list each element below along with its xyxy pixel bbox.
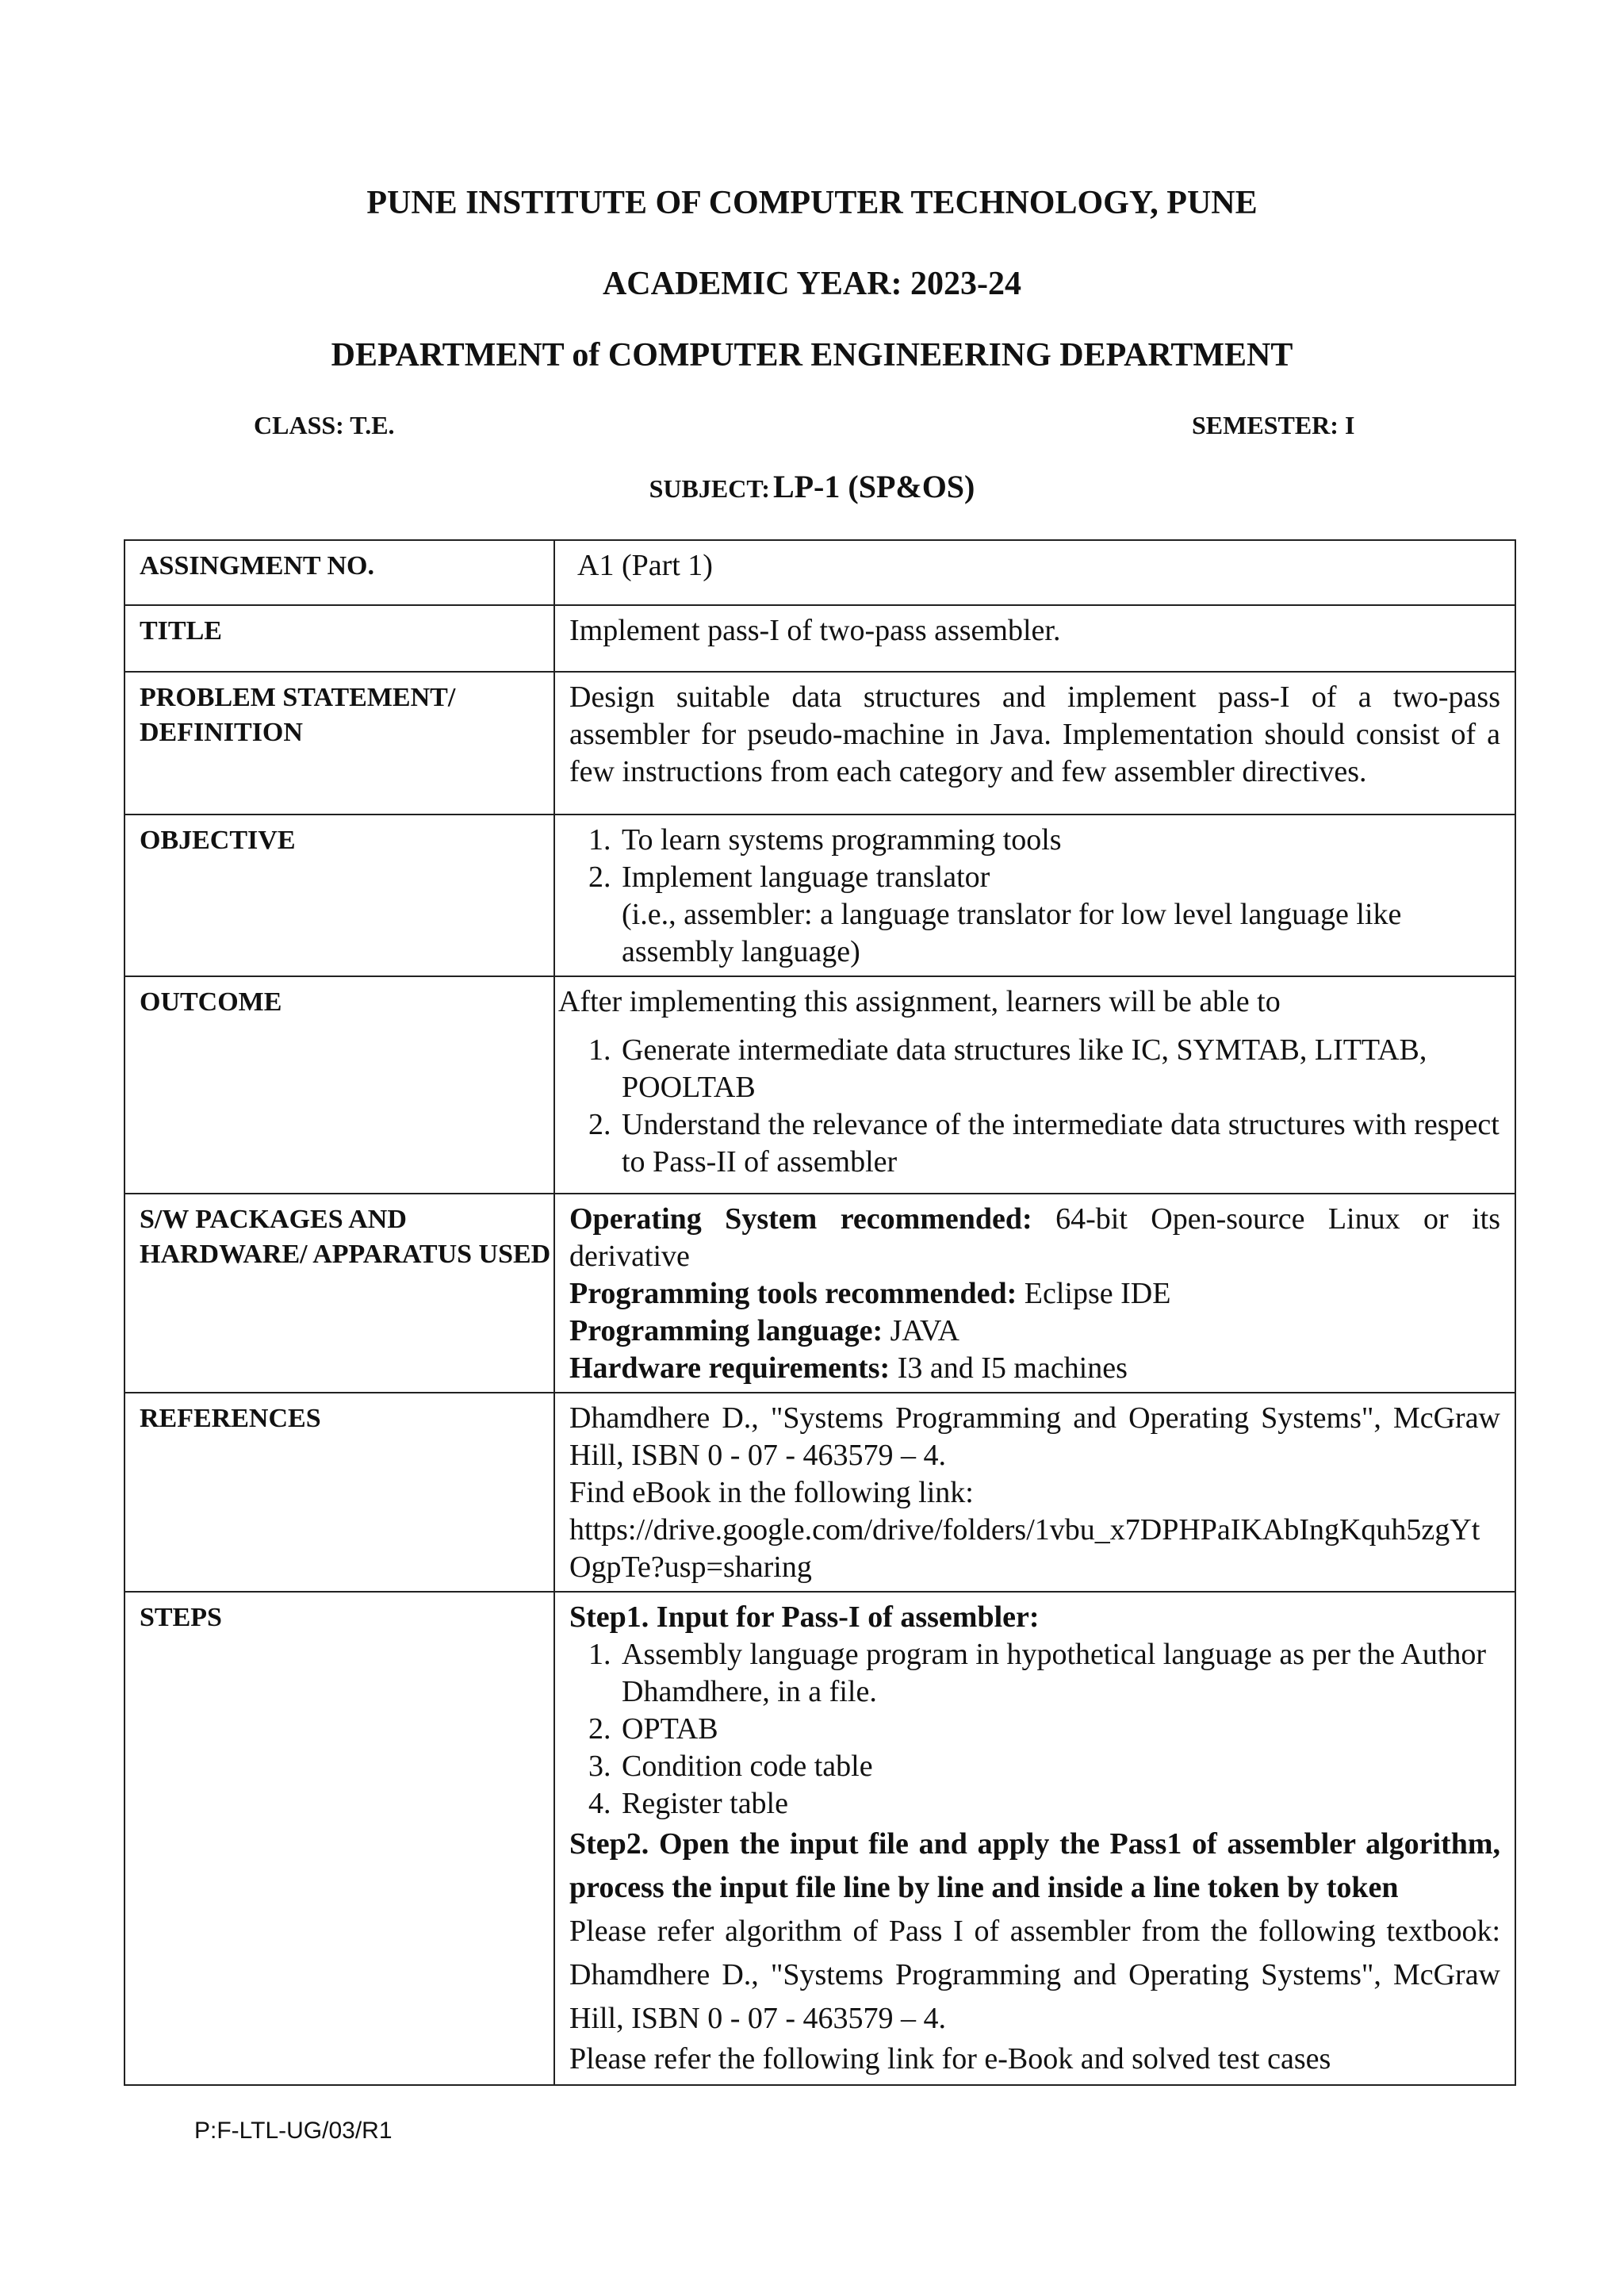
subject-label: SUBJECT: <box>649 474 770 503</box>
step2-text: Please refer algorithm of Pass I of assembler from the following textbook: Dhamdhere D., "Systems Programming and Operating Systems", McGraw Hill, ISBN 0 - 07 - 463579 – 4. <box>569 1915 1500 2035</box>
assignment-no-text: A1 (Part 1) <box>577 549 713 582</box>
outcome-list <box>558 1032 1500 1181</box>
row-assignment-no <box>124 540 1515 605</box>
lang-label: Programming language: <box>569 1314 883 1347</box>
problem-label: PROBLEM STATEMENT/ DEFINITION <box>124 672 554 815</box>
os-value: 64-bit Open-source Linux or its derivative <box>569 1202 1501 1273</box>
packages-value <box>554 1194 1515 1393</box>
tools-value: Eclipse IDE <box>1017 1277 1171 1310</box>
outcome-intro: After implementing this assignment, learners will be able to <box>558 985 1281 1018</box>
references-value <box>554 1393 1515 1592</box>
objective-item: 1. To learn systems programming tools <box>619 822 1500 859</box>
department-heading: DEPARTMENT of COMPUTER ENGINEERING DEPARTMENT <box>331 337 1293 374</box>
hw-line <box>569 1350 1500 1387</box>
objective-item-text: Implement language translator <box>622 861 990 894</box>
os-label: Operating System recommended: <box>569 1202 1032 1236</box>
semester-label: SEMESTER: I <box>1192 411 1355 439</box>
tools-line <box>569 1275 1500 1313</box>
subject-value: LP-1 (SP&OS) <box>772 469 975 504</box>
references-label: REFERENCES <box>124 1393 554 1592</box>
packages-label: S/W PACKAGES AND HARDWARE/ APPARATUS USED <box>124 1194 554 1393</box>
institute-heading: PUNE INSTITUTE OF COMPUTER TECHNOLOGY, PUNE <box>366 185 1258 221</box>
hw-value: I3 and I5 machines <box>890 1351 1128 1385</box>
row-title <box>124 605 1515 672</box>
step2-title: Step2. Open the input file and apply the Pass1 of assembler algorithm, process the input file line by line and inside a line token by token <box>569 1827 1500 1904</box>
lang-line <box>569 1313 1500 1350</box>
lang-value: JAVA <box>883 1314 959 1347</box>
step1-item: 4. Register table <box>619 1785 1500 1823</box>
row-references <box>124 1393 1515 1592</box>
reference-book: Dhamdhere D., "Systems Programming and Operating Systems", McGraw Hill, ISBN 0 - 07 - 463579 – 4. <box>569 1401 1500 1472</box>
class-label: CLASS: T.E. <box>254 411 395 439</box>
os-line <box>569 1201 1500 1275</box>
outcome-label: OUTCOME <box>124 976 554 1194</box>
step1-item: 1. Assembly language program in hypothetical language as per the Author Dhamdhere, in a file. <box>619 1636 1500 1711</box>
objective-label: OBJECTIVE <box>124 815 554 976</box>
objective-note: (i.e., assembler: a language translator for low level language like assembly language) <box>622 898 1402 968</box>
problem-value: Design suitable data structures and implement pass-I of a two-pass assembler for pseudo-machine in Java. Implementation should consist of a few instructions from each category and few assembler directives. <box>554 672 1515 815</box>
step1-item: 3. Condition code table <box>619 1748 1500 1785</box>
step2-link-text: Please refer the following link for e-Book and solved test cases <box>569 2042 1331 2076</box>
row-outcome <box>124 976 1515 1194</box>
step1-title: Step1. Input for Pass-I of assembler: <box>569 1600 1040 1634</box>
steps-label: STEPS <box>124 1592 554 2085</box>
step1-list <box>569 1636 1500 1823</box>
hw-label: Hardware requirements: <box>569 1351 891 1385</box>
objective-list <box>569 822 1500 971</box>
assignment-no-label: ASSINGMENT NO. <box>124 540 554 605</box>
tools-label: Programming tools recommended: <box>569 1277 1017 1310</box>
row-steps <box>124 1592 1515 2085</box>
footer-code: P:F-LTL-UG/03/R1 <box>194 2118 393 2144</box>
row-objective <box>124 815 1515 976</box>
outcome-item: 1. Generate intermediate data structures like IC, SYMTAB, LITTAB, POOLTAB <box>619 1032 1500 1106</box>
title-label: TITLE <box>124 605 554 672</box>
step1-item: 2. OPTAB <box>619 1711 1500 1748</box>
row-packages <box>124 1194 1515 1393</box>
row-problem <box>124 672 1515 815</box>
subject-line <box>0 468 1624 505</box>
outcome-value <box>554 976 1515 1194</box>
objective-item <box>619 859 1500 971</box>
steps-value <box>554 1592 1515 2085</box>
reference-link[interactable]: https://drive.google.com/drive/folders/1vbu_x7DPHPaIKAbIngKquh5zgYtOgpTe?usp=sharing <box>569 1513 1480 1584</box>
assignment-table <box>124 539 1516 2086</box>
reference-find: Find eBook in the following link: <box>569 1476 974 1509</box>
assignment-no-value <box>554 540 1515 605</box>
title-value: Implement pass-I of two-pass assembler. <box>554 605 1515 672</box>
outcome-item: 2. Understand the relevance of the intermediate data structures with respect to Pass-II of assembler <box>619 1106 1500 1181</box>
objective-value <box>554 815 1515 976</box>
academic-year-heading: ACADEMIC YEAR: 2023-24 <box>602 266 1022 302</box>
